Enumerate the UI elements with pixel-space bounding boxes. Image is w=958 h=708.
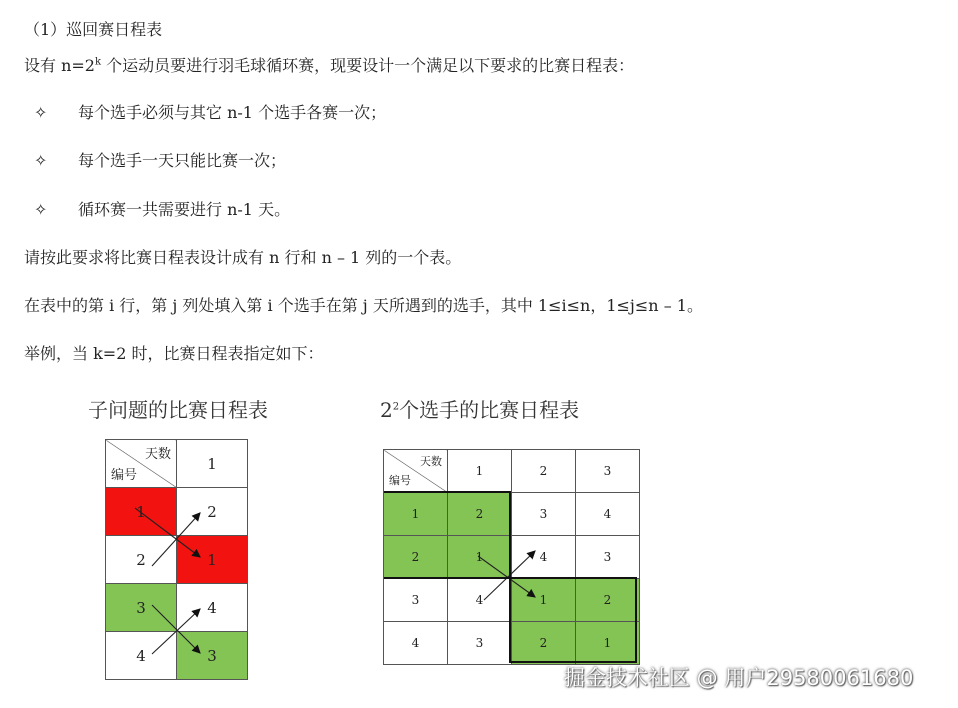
table2-caption: $2^2$个选手的比赛日程表	[380, 398, 580, 422]
subproblem-schedule-table	[105, 439, 248, 680]
header-cell	[384, 450, 448, 493]
table-cell: 2	[512, 622, 576, 665]
table-cell: 4	[384, 622, 448, 665]
table-cell: 4	[448, 579, 512, 622]
table-cell: 1	[512, 579, 576, 622]
table-row	[384, 579, 640, 622]
bullet-icon: ✧	[34, 200, 48, 219]
table-row	[384, 536, 640, 579]
table-cell: 2	[576, 579, 640, 622]
table-cell: 3	[384, 579, 448, 622]
paragraph: 在表中的第 i 行，第 j 列处填入第 i 个选手在第 j 天所遇到的选手，其中 1≤i≤n，1≤j≤n – 1。	[24, 296, 703, 315]
paragraph: 请按此要求将比赛日程表设计成有 n 行和 n – 1 列的一个表。	[24, 248, 462, 267]
table-cell: 1	[448, 450, 512, 493]
table-cell: 1	[576, 622, 640, 665]
bullet-item: 每个选手必须与其它 n-1 个选手各赛一次；	[78, 103, 387, 122]
table-cell: 1	[384, 493, 448, 536]
bullet-item: 循环赛一共需要进行 n-1 天。	[78, 200, 291, 219]
watermark: 掘金技术社区 @ 用户29580061680	[564, 666, 914, 690]
table-row	[106, 584, 248, 632]
header-id-label: 编号	[111, 468, 138, 483]
table-cell: 4	[576, 493, 640, 536]
table-row	[384, 450, 640, 493]
table-cell: 3	[576, 450, 640, 493]
bullet-icon: ✧	[34, 151, 48, 170]
table-cell: 2	[106, 536, 177, 584]
table-row	[106, 536, 248, 584]
heading: （1）巡回赛日程表	[24, 20, 163, 39]
table-cell: 1	[177, 440, 248, 488]
table-cell: 4	[512, 536, 576, 579]
bullet-icon: ✧	[34, 103, 48, 122]
intro-text: 设有 $n=2^k$ 个运动员要进行羽毛球循环赛，现要设计一个满足以下要求的比赛日程表：	[24, 56, 635, 75]
table-row	[384, 493, 640, 536]
table-cell: 3	[106, 584, 177, 632]
table-cell: 1	[177, 536, 248, 584]
table-cell: 2	[384, 536, 448, 579]
table-cell: 2	[448, 493, 512, 536]
table-cell: 3	[177, 632, 248, 680]
header-id-label: 编号	[389, 474, 411, 487]
header-day-label: 天数	[144, 447, 171, 462]
table-cell: 1	[448, 536, 512, 579]
table-cell: 3	[576, 536, 640, 579]
table-cell: 1	[106, 488, 177, 536]
bullet-item: 每个选手一天只能比赛一次；	[78, 151, 287, 170]
paragraph: 举例，当 k=2 时，比赛日程表指定如下：	[24, 344, 324, 363]
table1-caption: 子问题的比赛日程表	[88, 398, 268, 422]
table-cell: 3	[512, 493, 576, 536]
table-row	[384, 622, 640, 665]
table-row	[106, 488, 248, 536]
header-day-label: 天数	[420, 455, 442, 468]
four-player-schedule-table	[383, 449, 640, 665]
header-cell	[106, 440, 177, 488]
table-cell: 2	[512, 450, 576, 493]
table-cell: 2	[177, 488, 248, 536]
table-cell: 3	[448, 622, 512, 665]
table-cell: 4	[177, 584, 248, 632]
table-cell: 4	[106, 632, 177, 680]
table-row	[106, 632, 248, 680]
table-row	[106, 440, 248, 488]
